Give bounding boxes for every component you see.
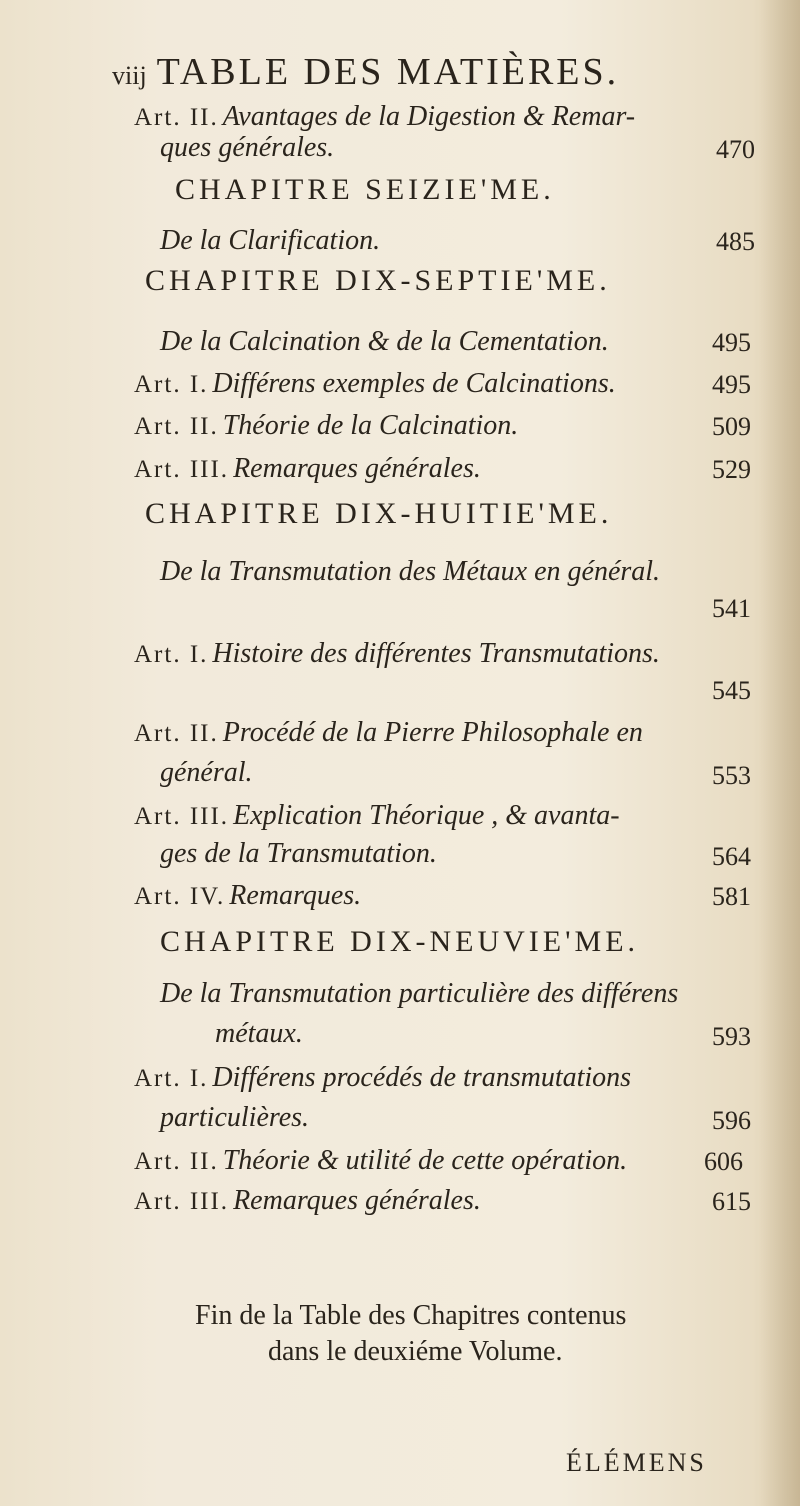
page-number: 553 — [712, 761, 751, 790]
entry-title: Remarques générales. — [233, 1185, 481, 1216]
article-label: Art. I. — [134, 1065, 209, 1092]
page-number: 581 — [712, 882, 751, 911]
chapter-heading: CHAPITRE DIX-HUITIE'ME. — [145, 497, 613, 530]
article-label: Art. II. — [134, 1148, 219, 1175]
end-note-line-2: dans le deuxiéme Volume. — [268, 1336, 563, 1367]
page-number: 593 — [712, 1022, 751, 1051]
page-number: 509 — [712, 412, 751, 441]
entry-continuation: métaux. — [215, 1018, 303, 1049]
chapter-title: De la Transmutation des Métaux en général. — [160, 556, 661, 587]
chapter-title: De la Transmutation particulière des différens — [160, 978, 679, 1009]
article-label: Art. I. — [134, 371, 209, 398]
entry-title: Procédé de la Pierre Philosophale en — [222, 717, 643, 748]
page-number: 541 — [712, 594, 751, 623]
entry-continuation: ques générales. — [160, 132, 335, 163]
folio: viij — [112, 61, 147, 90]
entry-title: Différens procédés de transmutations — [212, 1062, 632, 1093]
toc-entry — [134, 101, 635, 133]
entry-continuation: particulières. — [160, 1102, 310, 1133]
page-number: 485 — [716, 227, 755, 256]
toc-entry — [134, 453, 481, 485]
page-number: 596 — [712, 1106, 751, 1135]
page-number: 615 — [712, 1187, 751, 1216]
article-label: Art. II. — [134, 413, 219, 440]
chapter-title: De la Clarification. — [160, 225, 381, 256]
page-number: 495 — [712, 370, 751, 399]
entry-title: Remarques générales. — [233, 453, 481, 484]
page-number: 470 — [716, 135, 755, 164]
page-number: 495 — [712, 328, 751, 357]
entry-continuation: général. — [160, 757, 253, 788]
toc-entry — [134, 638, 660, 670]
entry-title: Théorie de la Calcination. — [222, 410, 519, 441]
entry-title: Avantages de la Digestion & Remar- — [222, 101, 636, 132]
toc-entry — [134, 368, 616, 400]
article-label: Art. III. — [134, 456, 230, 483]
catchword: ÉLÉMENS — [566, 1448, 707, 1477]
chapter-heading: CHAPITRE DIX-SEPTIE'ME. — [145, 264, 611, 297]
entry-title: Histoire des différentes Transmutations. — [212, 638, 660, 669]
toc-entry — [134, 880, 361, 912]
toc-entry — [134, 717, 643, 749]
page-number: 529 — [712, 455, 751, 484]
entry-title: Remarques. — [229, 880, 362, 911]
article-label: Art. I. — [134, 641, 209, 668]
page-number: 564 — [712, 842, 751, 871]
entry-continuation: ges de la Transmutation. — [160, 838, 437, 869]
chapter-title: De la Calcination & de la Cementation. — [160, 326, 609, 357]
toc-entry — [134, 410, 518, 442]
entry-title: Explication Théorique , & avanta- — [233, 800, 620, 831]
article-label: Art. IV. — [134, 883, 226, 910]
article-label: Art. II. — [134, 104, 219, 131]
toc-entry — [134, 1185, 481, 1217]
entry-title: Théorie & utilité de cette opération. — [222, 1145, 628, 1176]
page-number: 545 — [712, 676, 751, 705]
entry-title: Différens exemples de Calcinations. — [212, 368, 616, 399]
article-label: Art. II. — [134, 720, 219, 747]
toc-entry — [134, 1062, 631, 1094]
chapter-heading: CHAPITRE DIX-NEUVIE'ME. — [160, 925, 640, 958]
running-head — [112, 50, 619, 94]
page-edge-shadow — [760, 0, 800, 1506]
toc-entry — [134, 800, 620, 832]
article-label: Art. III. — [134, 1188, 230, 1215]
end-note-line-1: Fin de la Table des Chapitres contenus — [195, 1300, 627, 1331]
toc-entry — [134, 1145, 627, 1177]
page-number: 606 — [704, 1147, 743, 1176]
running-head-title: TABLE DES MATIÈRES. — [156, 51, 620, 93]
article-label: Art. III. — [134, 803, 230, 830]
chapter-heading: CHAPITRE SEIZIE'ME. — [175, 173, 555, 206]
